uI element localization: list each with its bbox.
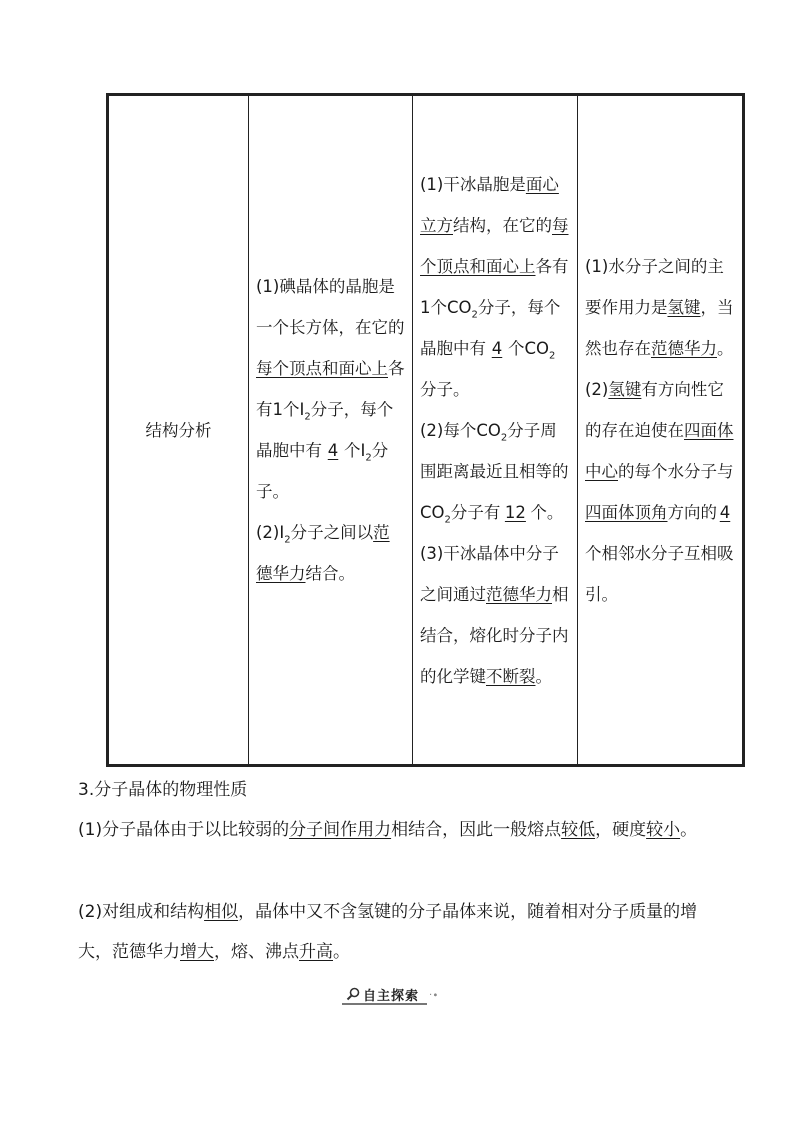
underlined-answer: 相似 (204, 902, 239, 922)
dry-ice-cell: (1)干冰晶胞是面心立方结构，在它的每个顶点和面心上各有1个$CO_2$分子，每个晶胞中有 4 个$CO_2$分子。 (2)每个$CO_2$分子周围距离最近且相等的$CO_2$分子有 12 个。 (3)干冰晶体中分子之间通过范德华力相结合，熔化时分子内的化学键不断裂。 (413, 96, 578, 765)
underlined-answer: 范德华力 (256, 523, 390, 583)
underlined-answer: 范德华力 (486, 584, 552, 604)
decorative-dots: ·∙ (429, 989, 439, 1001)
iodine-cell: (1)碘晶体的晶胞是一个长方体，在它的每个顶点和面心上各有1个$I_2$分子，每个晶胞中有 4 个$I_2$分子。 $(2)I_2$分子之间以范德华力结合。 (249, 96, 413, 765)
underlined-answer: 氢键 (667, 297, 701, 317)
underlined-answer: 每个顶点和面心上 (256, 359, 388, 378)
underlined-answer: 每个顶点和面心上 (420, 215, 569, 276)
underlined-answer: 四面体顶角 (585, 502, 668, 522)
answer-blank: 12 (504, 502, 526, 522)
underlined-answer: 四面体中心 (585, 420, 734, 481)
underlined-answer: 氢键 (608, 379, 642, 399)
section-heading: 3.分子晶体的物理性质 (78, 780, 248, 800)
underlined-answer: 较小 (646, 820, 681, 840)
paragraph-2: (2)对组成和结构相似，晶体中又不含氢键的分子晶体来说，随着相对分子质量的增大，范德华力增大，熔、沸点升高。 (78, 902, 698, 962)
underlined-answer: 不断裂 (486, 666, 536, 686)
paragraph-1: (1)分子晶体由于以比较弱的分子间作用力相结合，因此一般熔点较低，硬度较小。 (78, 820, 698, 840)
underlined-answer: 范德华力 (651, 338, 717, 358)
badge-label: 自主探索 (363, 988, 420, 1004)
row-label: 结构分析 (145, 420, 212, 440)
magnifier-icon (346, 987, 360, 1001)
answer-blank: 4 (327, 441, 339, 460)
underlined-answer: 较低 (561, 820, 596, 840)
underlined-answer: 分子间作用力 (289, 820, 392, 840)
answer-blank: 4 (491, 338, 503, 358)
row-label-cell (109, 96, 249, 765)
table-row (109, 96, 743, 765)
underlined-answer: 增大 (180, 942, 214, 962)
answer-blank: 4 (719, 502, 731, 522)
underlined-answer: 面心立方 (420, 174, 559, 235)
self-explore-badge (342, 985, 438, 1005)
structure-table (108, 95, 743, 765)
underlined-answer: 升高 (299, 942, 333, 962)
ice-cell: (1)水分子之间的主要作用力是氢键，当然也存在范德华力。 (2)氢键有方向性它的存在迫使在四面体中心的每个水分子与四面体顶角方向的 4个相邻水分子互相吸引。 (578, 96, 743, 765)
